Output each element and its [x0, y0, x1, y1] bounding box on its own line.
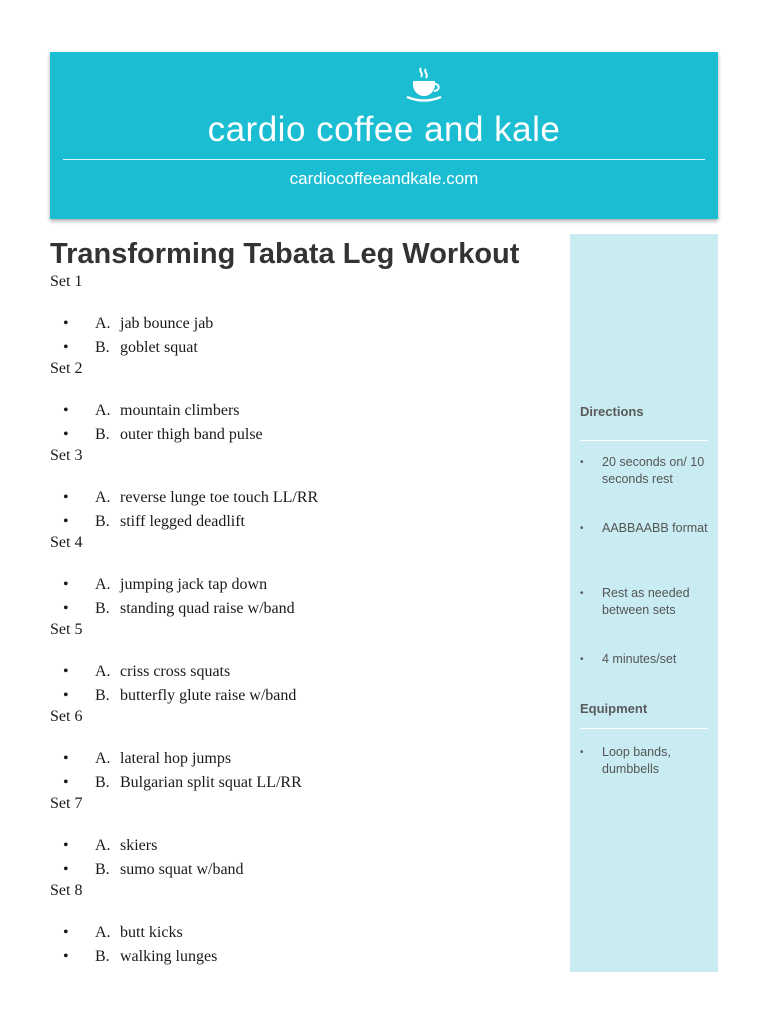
bullet-icon: • [63, 686, 69, 704]
exercise-list [50, 312, 560, 359]
bullet-icon: • [63, 402, 69, 419]
exercise-name: butt kicks [120, 924, 183, 941]
page-title: Transforming Tabata Leg Workout [50, 238, 520, 270]
bullet-icon: • [63, 773, 69, 791]
exercise-name: stiff legged deadlift [120, 512, 245, 530]
set-spacer [50, 727, 560, 747]
exercise-list [50, 660, 560, 707]
exercise-item [50, 771, 560, 795]
exercise-item [50, 573, 560, 597]
set-block [50, 707, 560, 794]
direction-item: • 20 seconds on/ 10 seconds rest [580, 455, 705, 486]
exercise-item [50, 486, 560, 510]
workout-content [50, 236, 560, 968]
equipment-heading: Equipment [580, 701, 648, 716]
exercise-name: jab bounce jab [120, 315, 214, 332]
set-block [50, 446, 560, 533]
set-block [50, 881, 560, 968]
exercise-name: lateral hop jumps [120, 750, 232, 767]
exercise-letter: A. [95, 663, 111, 680]
exercise-letter: A. [95, 750, 111, 767]
exercise-item [50, 510, 560, 534]
exercise-letter: B. [95, 686, 110, 704]
exercise-letter: A. [95, 924, 111, 941]
set-label: Set 6 [50, 708, 83, 725]
set-label: Set 7 [50, 795, 83, 812]
exercise-item [50, 684, 560, 708]
exercise-letter: B. [95, 947, 110, 965]
bullet-icon: • [63, 425, 69, 443]
exercise-list [50, 921, 560, 968]
directions-heading: Directions [580, 404, 644, 419]
exercise-letter: B. [95, 860, 110, 878]
exercise-letter: B. [95, 512, 110, 530]
directions-divider [580, 440, 708, 441]
bullet-icon: • [63, 837, 69, 854]
exercise-item [50, 399, 560, 423]
banner-divider [63, 159, 705, 160]
set-spacer [50, 640, 560, 660]
exercise-name: goblet squat [120, 338, 198, 356]
bullet-icon: • [63, 750, 69, 767]
exercise-name: criss cross squats [120, 663, 231, 680]
brand-name: cardio coffee and kale [207, 110, 561, 149]
set-block [50, 794, 560, 881]
bullet-icon: • [580, 747, 584, 758]
exercise-list [50, 573, 560, 620]
exercise-name: mountain climbers [120, 402, 240, 419]
bullet-icon: • [63, 599, 69, 617]
bullet-icon: • [63, 489, 69, 506]
exercise-list [50, 486, 560, 533]
exercise-name: skiers [120, 837, 158, 854]
set-block [50, 620, 560, 707]
header-banner [50, 52, 718, 219]
exercise-item [50, 921, 560, 945]
exercise-item [50, 747, 560, 771]
exercise-letter: B. [95, 599, 110, 617]
set-label: Set 2 [50, 360, 83, 377]
bullet-icon: • [63, 860, 69, 878]
equipment-item: • Loop bands, dumbbells [580, 745, 671, 776]
exercise-item [50, 312, 560, 336]
bullet-icon: • [580, 588, 584, 599]
exercise-letter: A. [95, 402, 111, 419]
exercise-letter: B. [95, 338, 110, 356]
exercise-item [50, 834, 560, 858]
set-block [50, 359, 560, 446]
set-label: Set 5 [50, 621, 83, 638]
exercise-item [50, 423, 560, 447]
bullet-icon: • [580, 457, 584, 468]
exercise-list [50, 747, 560, 794]
set-label: Set 4 [50, 534, 83, 551]
direction-item: • AABBAABB format [580, 521, 708, 535]
exercise-list [50, 399, 560, 446]
set-label: Set 1 [50, 273, 83, 290]
exercise-item [50, 858, 560, 882]
exercise-letter: A. [95, 489, 111, 506]
exercise-item [50, 945, 560, 969]
set-spacer [50, 466, 560, 486]
set-block [50, 272, 560, 359]
exercise-item [50, 336, 560, 360]
set-spacer [50, 379, 560, 399]
sidebar [570, 234, 718, 972]
bullet-icon: • [63, 924, 69, 941]
direction-item: • Rest as needed between sets [580, 586, 690, 617]
exercise-item [50, 597, 560, 621]
bullet-icon: • [63, 338, 69, 356]
bullet-icon: • [63, 947, 69, 965]
bullet-icon: • [63, 315, 69, 332]
bullet-icon: • [63, 512, 69, 530]
coffee-cup-icon [404, 64, 444, 104]
exercise-name: standing quad raise w/band [120, 599, 295, 617]
exercise-list [50, 834, 560, 881]
exercise-name: butterfly glute raise w/band [120, 686, 297, 704]
set-label: Set 3 [50, 447, 83, 464]
exercise-letter: A. [95, 315, 111, 332]
site-url: cardiocoffeeandkale.com [289, 169, 479, 188]
exercise-name: walking lunges [120, 947, 218, 965]
exercise-name: jumping jack tap down [120, 576, 268, 593]
exercise-name: sumo squat w/band [120, 860, 244, 878]
exercise-item [50, 660, 560, 684]
bullet-icon: • [63, 576, 69, 593]
set-spacer [50, 292, 560, 312]
direction-item: • 4 minutes/set [580, 652, 677, 666]
bullet-icon: • [580, 654, 584, 665]
exercise-letter: A. [95, 837, 111, 854]
exercise-letter: B. [95, 425, 110, 443]
exercise-name: reverse lunge toe touch LL/RR [120, 489, 319, 506]
exercise-name: outer thigh band pulse [120, 425, 263, 443]
equipment-divider [580, 728, 708, 729]
exercise-letter: A. [95, 576, 111, 593]
bullet-icon: • [63, 663, 69, 680]
exercise-letter: B. [95, 773, 110, 791]
set-block [50, 533, 560, 620]
set-list [50, 272, 560, 968]
set-spacer [50, 814, 560, 834]
exercise-name: Bulgarian split squat LL/RR [120, 773, 302, 791]
set-spacer [50, 553, 560, 573]
set-spacer [50, 901, 560, 921]
set-label: Set 8 [50, 882, 83, 899]
bullet-icon: • [580, 523, 584, 534]
